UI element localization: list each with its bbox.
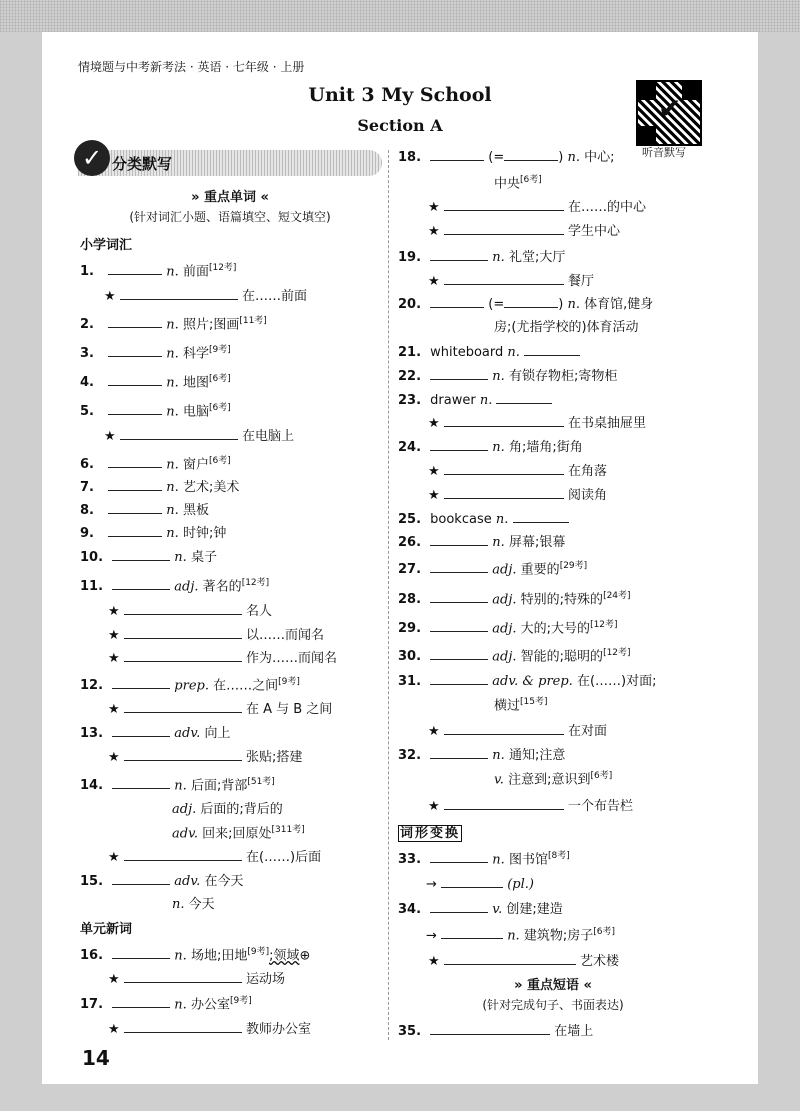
vocab-row-6: 6. n. 窗户[6考] bbox=[80, 453, 231, 472]
vocab-row-15: 15. adv. 在今天 bbox=[80, 870, 243, 889]
vocab-subline: 横过[15考] bbox=[494, 697, 548, 714]
vocab-star-row: ★ 在对面 bbox=[428, 720, 607, 739]
answer-blank[interactable] bbox=[430, 645, 488, 660]
answer-blank[interactable] bbox=[430, 558, 488, 573]
star-icon: ★ bbox=[428, 200, 440, 215]
star-icon: ★ bbox=[428, 274, 440, 289]
vocab-row-3: 3. n. 科学[9考] bbox=[80, 342, 231, 361]
vocab-row-13: 13. adv. 向上 bbox=[80, 722, 230, 741]
vocab-row-12: 12. prep. 在……之间[9考] bbox=[80, 674, 300, 693]
star-icon: ★ bbox=[104, 429, 116, 444]
vocab-star-row: ★ 在(……)后面 bbox=[108, 846, 321, 865]
vocab-subline: 房;(尤指学校的)体育活动 bbox=[494, 320, 639, 335]
vocab-row-30: 30. adj. 智能的;聪明的[12考] bbox=[398, 645, 631, 664]
answer-blank[interactable] bbox=[124, 647, 242, 662]
vocab-row-8: 8. n. 黑板 bbox=[80, 499, 209, 518]
star-icon: ★ bbox=[428, 464, 440, 479]
vocab-star-row: ★ 作为……而闻名 bbox=[108, 647, 337, 666]
answer-blank[interactable] bbox=[430, 293, 484, 308]
vocab-row-29: 29. adj. 大的;大号的[12考] bbox=[398, 617, 618, 636]
answer-blank[interactable] bbox=[112, 674, 170, 689]
page-number: 14 bbox=[82, 1046, 110, 1070]
vocab-row-18: 18. (= ) n. 中心; bbox=[398, 146, 615, 165]
star-icon: ★ bbox=[108, 750, 120, 765]
section-subnote: (针对完成句子、书面表达) bbox=[482, 998, 624, 1012]
answer-blank[interactable] bbox=[430, 898, 488, 913]
answer-blank[interactable] bbox=[108, 453, 162, 468]
star-icon: ★ bbox=[108, 651, 120, 666]
answer-blank[interactable] bbox=[430, 246, 488, 261]
vocab-row-4: 4. n. 地图[6考] bbox=[80, 371, 231, 390]
answer-blank[interactable] bbox=[112, 774, 170, 789]
plus-circle-icon: ⊕ bbox=[299, 948, 311, 964]
answer-blank[interactable] bbox=[430, 848, 488, 863]
star-icon: ★ bbox=[108, 850, 120, 865]
answer-blank[interactable] bbox=[444, 484, 564, 499]
answer-blank[interactable] bbox=[444, 950, 576, 965]
answer-blank[interactable] bbox=[430, 365, 488, 380]
vocab-row-32: 32. n. 通知;注意 bbox=[398, 744, 565, 763]
vocab-row-14: 14. n. 后面;背部[51考] bbox=[80, 774, 275, 793]
vocab-star-row: ★ 在……的中心 bbox=[428, 196, 646, 215]
answer-blank[interactable] bbox=[112, 944, 170, 959]
vocab-row-26: 26. n. 屏幕;银幕 bbox=[398, 531, 565, 550]
category-unit-new-words: 单元新词 bbox=[80, 922, 133, 937]
vocab-row-28: 28. adj. 特别的;特殊的[24考] bbox=[398, 588, 631, 607]
vocab-row-27: 27. adj. 重要的[29考] bbox=[398, 558, 587, 577]
vocab-row-25: 25. bookcase n. bbox=[398, 508, 569, 527]
vocab-star-row: ★ 张贴;搭建 bbox=[108, 746, 302, 765]
vocab-star-row: ★ 名人 bbox=[108, 600, 272, 619]
vocab-row-34: 34. v. 创建;建造 bbox=[398, 898, 563, 917]
vocab-star-row: ★ 教师办公室 bbox=[108, 1018, 311, 1037]
scan-border-top bbox=[0, 0, 800, 32]
answer-blank[interactable] bbox=[108, 342, 162, 357]
answer-blank[interactable] bbox=[430, 146, 484, 161]
vocab-subline: adv. 回来;回原处[311考] bbox=[172, 825, 305, 842]
answer-blank[interactable] bbox=[112, 575, 170, 590]
answer-blank[interactable] bbox=[124, 968, 242, 983]
answer-blank[interactable] bbox=[496, 389, 552, 404]
answer-blank[interactable] bbox=[124, 1018, 242, 1033]
answer-blank[interactable] bbox=[524, 341, 580, 356]
answer-blank[interactable] bbox=[108, 400, 162, 415]
answer-blank[interactable] bbox=[444, 270, 564, 285]
vocab-row-17: 17. n. 办公室[9考] bbox=[80, 993, 252, 1012]
checkmark-badge-icon: ✓ bbox=[74, 140, 110, 176]
vocab-row-9: 9. n. 时钟;钟 bbox=[80, 522, 226, 541]
arrow-right-icon: → bbox=[426, 877, 437, 892]
vocab-row-22: 22. n. 有锁存物柜;寄物柜 bbox=[398, 365, 617, 384]
answer-blank[interactable] bbox=[444, 795, 564, 810]
answer-blank[interactable] bbox=[504, 146, 558, 161]
answer-blank[interactable] bbox=[112, 870, 170, 885]
vocab-star-row: ★ 运动场 bbox=[108, 968, 285, 987]
vocab-row-11: 11. adj. 著名的[12考] bbox=[80, 575, 269, 594]
vocab-subline: adj. 后面的;背后的 bbox=[172, 802, 283, 817]
vocab-star-row: ★ 餐厅 bbox=[428, 270, 594, 289]
vocab-row-10: 10. n. 桌子 bbox=[80, 546, 217, 565]
answer-blank[interactable] bbox=[112, 993, 170, 1008]
answer-blank[interactable] bbox=[444, 196, 564, 211]
answer-blank[interactable] bbox=[430, 744, 488, 759]
star-icon: ★ bbox=[108, 628, 120, 643]
vocab-star-row: ★ 在 A 与 B 之间 bbox=[108, 698, 332, 717]
vocab-star-row: ★ 一个布告栏 bbox=[428, 795, 633, 814]
star-icon: ★ bbox=[108, 604, 120, 619]
unit-title: Unit 3 My School bbox=[308, 84, 492, 106]
answer-blank[interactable] bbox=[108, 522, 162, 537]
vocab-row-33: 33. n. 图书馆[8考] bbox=[398, 848, 570, 867]
answer-blank[interactable] bbox=[108, 260, 162, 275]
vocab-star-row: ★ 阅读角 bbox=[428, 484, 607, 503]
vocab-star-row: ★ 在……前面 bbox=[104, 285, 307, 304]
answer-blank[interactable] bbox=[108, 371, 162, 386]
vocab-row-23: 23. drawer n. bbox=[398, 389, 552, 408]
running-header: 情境题与中考新考法 · 英语 · 七年级 · 上册 bbox=[78, 60, 305, 74]
qr-label: 听音默写 bbox=[642, 146, 686, 159]
section-title: Section A bbox=[357, 116, 443, 135]
vocab-row-1: 1. n. 前面[12考] bbox=[80, 260, 236, 279]
answer-blank[interactable] bbox=[120, 285, 238, 300]
arrow-right-icon: → bbox=[426, 928, 437, 944]
answer-blank[interactable] bbox=[124, 846, 242, 861]
section-subnote: (针对词汇小题、语篇填空、短文填空) bbox=[129, 210, 331, 224]
vocab-subline: v. 注意到;意识到[6考] bbox=[494, 771, 613, 788]
star-icon: ★ bbox=[428, 224, 440, 239]
answer-blank[interactable] bbox=[124, 624, 242, 639]
column-divider bbox=[388, 150, 389, 1040]
vocab-star-row: ★ 在电脑上 bbox=[104, 425, 294, 444]
vocab-star-row: ★ 学生中心 bbox=[428, 220, 620, 239]
answer-blank[interactable] bbox=[430, 531, 488, 546]
answer-blank[interactable] bbox=[124, 698, 242, 713]
vocab-row-21: 21. whiteboard n. bbox=[398, 341, 580, 360]
star-icon: ★ bbox=[108, 1022, 120, 1037]
vocab-row-24: 24. n. 角;墙角;街角 bbox=[398, 436, 583, 455]
vocab-subline: → n. 建筑物;房子[6考] bbox=[426, 924, 615, 943]
vocab-star-row: ★ 在角落 bbox=[428, 460, 607, 479]
answer-blank[interactable] bbox=[430, 588, 488, 603]
answer-blank[interactable] bbox=[108, 313, 162, 328]
vocab-subline: 中央[6考] bbox=[494, 175, 542, 192]
section-heading: » 重点单词 « bbox=[191, 190, 269, 205]
answer-blank[interactable] bbox=[112, 546, 170, 561]
phrase-row-35: 35. 在墙上 bbox=[398, 1020, 593, 1039]
answer-blank[interactable] bbox=[444, 720, 564, 735]
answer-blank[interactable] bbox=[430, 617, 488, 632]
vocab-star-row: ★ 艺术楼 bbox=[428, 950, 619, 969]
vocab-row-19: 19. n. 礼堂;大厅 bbox=[398, 246, 565, 265]
vocab-row-16: 16. n. 场地;田地[9考];领域⊕ bbox=[80, 944, 310, 963]
section-heading: » 重点短语 « bbox=[514, 978, 592, 993]
answer-blank[interactable] bbox=[430, 436, 488, 451]
answer-blank[interactable] bbox=[108, 476, 162, 491]
star-icon: ★ bbox=[428, 799, 440, 814]
star-icon: ★ bbox=[428, 954, 440, 969]
answer-blank[interactable] bbox=[120, 425, 238, 440]
star-icon: ★ bbox=[104, 289, 116, 304]
vocab-row-31: 31. adv. & prep. 在(……)对面; bbox=[398, 670, 656, 689]
vocab-row-7: 7. n. 艺术;美术 bbox=[80, 476, 239, 495]
answer-blank[interactable] bbox=[124, 600, 242, 615]
category-primary-vocab: 小学词汇 bbox=[80, 238, 133, 253]
star-icon: ★ bbox=[108, 972, 120, 987]
vocab-subline: → (pl.) bbox=[426, 873, 534, 892]
answer-blank[interactable] bbox=[444, 412, 564, 427]
vocab-row-20: 20. (= ) n. 体育馆,健身 bbox=[398, 293, 653, 312]
star-icon: ★ bbox=[428, 724, 440, 739]
answer-blank[interactable] bbox=[444, 220, 564, 235]
answer-blank[interactable] bbox=[441, 873, 503, 888]
vocab-subline: n. 今天 bbox=[172, 897, 215, 912]
answer-blank[interactable] bbox=[112, 722, 170, 737]
vocab-star-row: ★ 以……而闻名 bbox=[108, 624, 324, 643]
answer-blank[interactable] bbox=[430, 1020, 550, 1035]
banner-title: 分类默写 bbox=[112, 155, 173, 173]
answer-blank[interactable] bbox=[124, 746, 242, 761]
answer-blank[interactable] bbox=[430, 670, 488, 685]
answer-blank[interactable] bbox=[504, 293, 558, 308]
answer-blank[interactable] bbox=[441, 924, 503, 939]
answer-blank[interactable] bbox=[444, 460, 564, 475]
word-form-heading: 词形变换 bbox=[400, 826, 461, 841]
answer-blank[interactable] bbox=[108, 499, 162, 514]
vocab-row-2: 2. n. 照片;图画[11考] bbox=[80, 313, 267, 332]
vocab-row-5: 5. n. 电脑[6考] bbox=[80, 400, 231, 419]
star-icon: ★ bbox=[428, 488, 440, 503]
check-icon: ✔ bbox=[658, 92, 682, 125]
star-icon: ★ bbox=[108, 702, 120, 717]
vocab-star-row: ★ 在书桌抽屉里 bbox=[428, 412, 646, 431]
star-icon: ★ bbox=[428, 416, 440, 431]
answer-blank[interactable] bbox=[513, 508, 569, 523]
